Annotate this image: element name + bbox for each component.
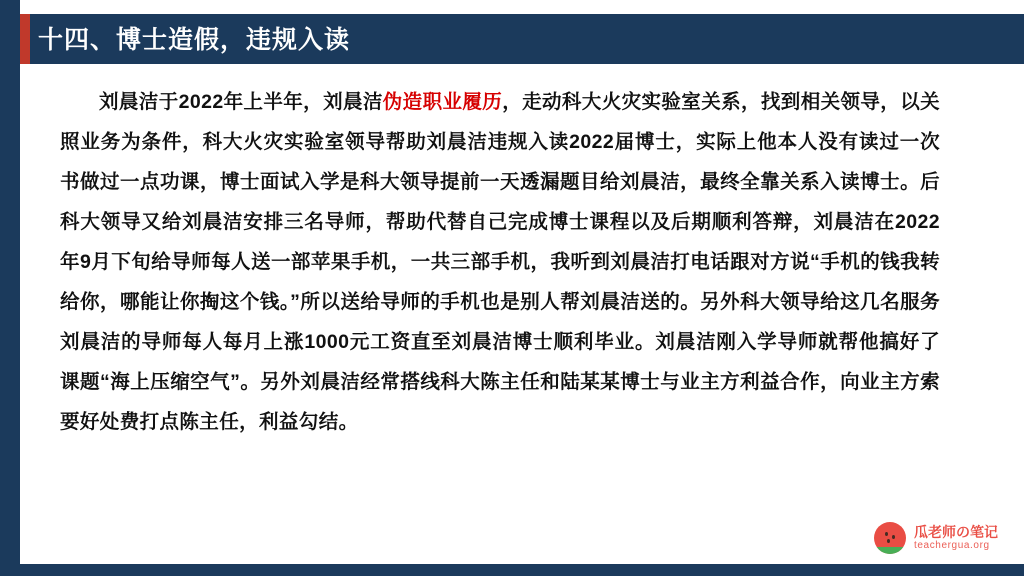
header-accent-block [20, 14, 30, 64]
watermark-main-label: 瓜老师の笔记 [914, 524, 998, 541]
page-title: 十四、博士造假，违规入读 [38, 26, 351, 54]
watermark [874, 522, 998, 554]
body-content [60, 82, 940, 442]
left-accent-bar [0, 0, 20, 576]
paragraph-segment-1: 刘晨洁于2022年上半年，刘晨洁 [99, 91, 383, 113]
bottom-accent-bar [0, 564, 1024, 576]
watermark-sub-label: teachergua.org [914, 540, 990, 552]
paragraph [60, 82, 940, 442]
paragraph-segment-2: ，走动科大火灾实验室关系，找到相关领导，以关照业务为条件，科大火灾实验室领导帮助刘晨洁违规入读2022届博士，实际上他本人没有读过一次书做过一点功课，博士面试入学是科大领导提前一天透漏题目给刘晨洁，最终全靠关系入读博士。后科大领导又给刘晨洁安排三名导师，帮助代替自己完成博士课程以及后期顺利答辩，刘晨洁在2022年9月下旬给导师每人送一部苹果手机，一共三部手机，我听到刘晨洁打电话跟对方说“手机的钱我转给你，哪能让你掏这个钱。”所以送给导师的手机也是别人帮刘晨洁送的。另外科大领导给这几名服务刘晨洁的导师每人每月上涨1000元工资直至刘晨洁博士顺利毕业。刘晨洁刚入学导师就帮他搞好了课题“海上压缩空气”。另外刘晨洁经常搭线科大陈主任和陆某某博士与业主方利益合作，向业主方索要好处费打点陈主任，利益勾结。 [60, 91, 940, 433]
paragraph-highlight: 伪造职业履历 [382, 91, 503, 113]
watermark-text [914, 524, 998, 552]
watermelon-icon [874, 522, 906, 554]
